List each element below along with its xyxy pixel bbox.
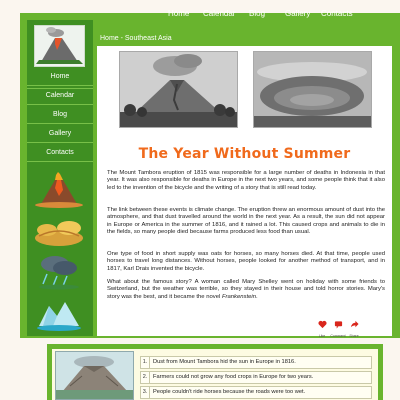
quiz-row-number: 1.: [141, 357, 150, 368]
crop-fields-icon: [33, 210, 85, 248]
article-paragraph: One type of food in short supply was oats for horses, so many horses died. At that time, people used horses to travel long distances. Without horses, people looked for another method of transport, and in 1817, Karl Drais invented the bicycle.: [107, 251, 385, 272]
nav-item-calendar[interactable]: Calendar: [203, 9, 236, 18]
article-actions: [314, 316, 384, 338]
nav-item-home[interactable]: Home: [168, 9, 190, 18]
nav-item-blog[interactable]: Blog: [249, 9, 266, 18]
quiz-row[interactable]: [140, 356, 372, 369]
site-logo[interactable]: [34, 25, 85, 67]
quiz-row[interactable]: [140, 386, 372, 399]
nav-item-gallery[interactable]: Gallery: [285, 9, 311, 18]
sidebar-item-calendar[interactable]: Calendar: [27, 87, 93, 105]
like-button[interactable]: [314, 316, 330, 338]
storm-rain-icon: [33, 252, 85, 290]
quiz-row-text: Dust from Mount Tambora hid the sun in Europe in 1816.: [153, 359, 296, 365]
nav-item-contacts[interactable]: Contacts: [321, 9, 353, 18]
ice-glacier-icon: [33, 294, 85, 332]
quiz-row-text: People couldn't ride horses because the roads were too wet.: [153, 389, 306, 395]
quiz-row-number: 3.: [141, 387, 150, 398]
share-label: Share: [349, 334, 359, 338]
main-content: [97, 46, 392, 336]
volcano-sketch-icon: [56, 352, 133, 399]
top-navigation: [95, 9, 395, 29]
quiz-row-text: Farmers could not grow any food crops in Europe for two years.: [153, 374, 314, 380]
volcano-photo: [119, 51, 238, 128]
sidebar-item-blog[interactable]: Blog: [27, 106, 93, 124]
volcano-logo-icon: [35, 26, 84, 66]
comment-button[interactable]: [330, 316, 346, 338]
article-text: What about the famous story? A woman called Mary Shelley went on holiday with some friends to Switzerland, but the weather was terrible, so they stayed in their house and told horror stories. Mary's story was the best, and it became the novel: [107, 279, 385, 300]
article-paragraph: The Mount Tambora eruption of 1815 was responsible for a large number of deaths in Indonesia in that year. It was also responsible for deaths in Europe in the next two years, and some people think that it also led to the invention of the bicycle and the writing of a story that is still read today.: [107, 170, 385, 191]
crater-image-icon: [254, 52, 371, 127]
volcano-image-icon: [120, 52, 237, 127]
breadcrumb: Home - Southeast Asia: [100, 35, 172, 42]
share-button[interactable]: [346, 316, 362, 338]
like-label: Like: [318, 334, 326, 338]
volcano-eruption-icon: [33, 170, 85, 208]
quiz-row-number: 2.: [141, 372, 150, 383]
sidebar-item-home[interactable]: Home: [27, 68, 93, 86]
quiz-row[interactable]: [140, 371, 372, 384]
sidebar-item-gallery[interactable]: Gallery: [27, 125, 93, 143]
quiz-illustration: [55, 351, 134, 400]
article-paragraph: [107, 279, 385, 301]
comment-label: Comment: [330, 334, 346, 338]
comment-icon: [334, 320, 343, 329]
sidebar: [27, 20, 93, 336]
page-title: The Year Without Summer: [138, 146, 351, 162]
novel-title: Frankenstein: [221, 293, 256, 300]
article-paragraph: The link between these events is climate change. The eruption threw an enormous amount of dust into the atmosphere, and that dust travelled around the world in the next year. As a result, the sun did not appear in Europe or America in the summer of 1816, and it rained a lot. This caused crops and animals to die in the fields, so many people died because farms produced less food than usual.: [107, 207, 385, 236]
share-icon: [350, 320, 359, 329]
sidebar-item-contacts[interactable]: Contacts: [27, 144, 93, 162]
heart-icon: [318, 320, 327, 329]
article-text: .: [256, 293, 258, 300]
crater-photo: [253, 51, 372, 128]
